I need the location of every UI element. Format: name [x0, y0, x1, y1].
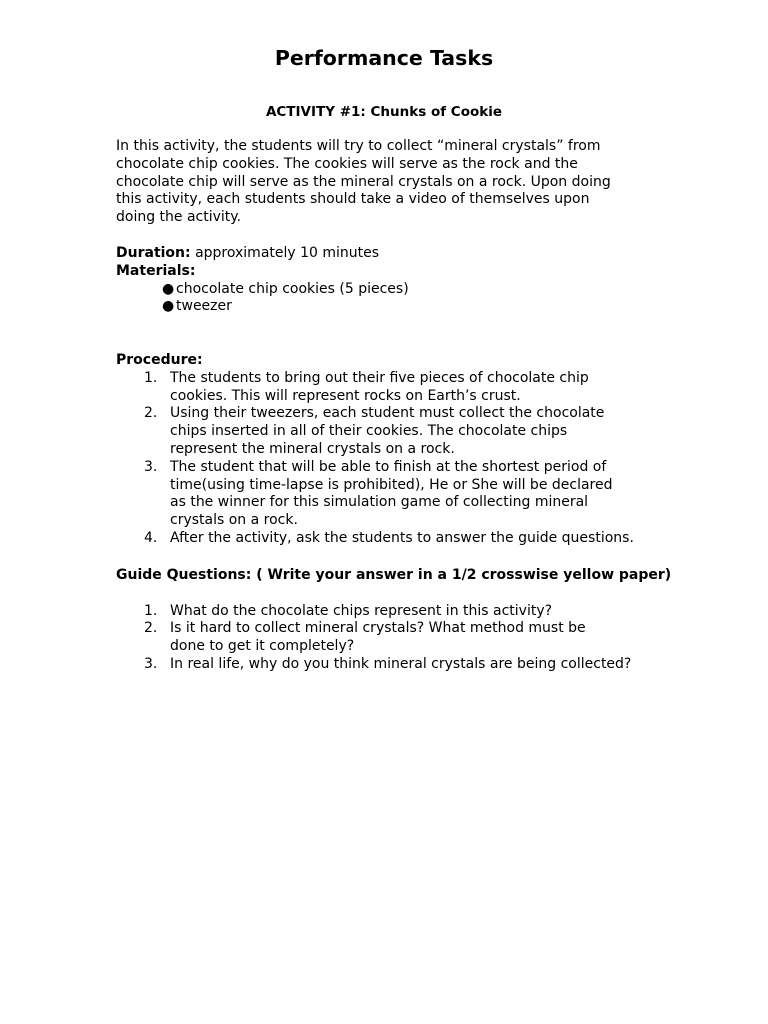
activity-heading: ACTIVITY #1: Chunks of Cookie	[265, 104, 503, 120]
duration-materials-section	[116, 245, 676, 316]
item-line: In real life, why do you think mineral crystals are being collected?	[170, 655, 632, 672]
list-item	[116, 656, 676, 674]
list-item	[116, 620, 676, 656]
procedure-label: Procedure:	[116, 352, 203, 368]
list-item	[116, 603, 676, 621]
intro-line: In this activity, the students will try to collect “mineral crystals” from	[116, 138, 601, 154]
duration-value: approximately 10 minutes	[190, 245, 380, 261]
item-line: represent the mineral crystals on a rock.	[170, 440, 455, 457]
list-item	[116, 459, 676, 530]
spacer	[116, 585, 676, 603]
item-number: 2.	[144, 405, 158, 422]
item-line: The students to bring out their five pieces of chocolate chip	[170, 369, 589, 386]
procedure-list	[116, 370, 676, 548]
item-line: After the activity, ask the students to answer the guide questions.	[170, 529, 634, 546]
duration-line	[116, 245, 676, 263]
item-number: 3.	[144, 458, 158, 475]
item-line: done to get it completely?	[170, 638, 355, 655]
intro-line: this activity, each students should take a video of themselves upon	[116, 191, 590, 208]
item-line: What do the chocolate chips represent in this activity?	[170, 602, 553, 619]
intro-paragraph	[116, 138, 656, 227]
intro-line: doing the activity.	[116, 209, 242, 226]
materials-label: Materials:	[116, 262, 196, 279]
list-item	[116, 298, 676, 316]
item-number: 1.	[144, 602, 158, 619]
material-text: chocolate chip cookies (5 pieces)	[176, 280, 409, 297]
item-line: crystals on a rock.	[170, 512, 298, 529]
materials-list	[116, 281, 676, 317]
guide-questions-list	[116, 603, 676, 674]
intro-line: chocolate chip cookies. The cookies will serve as the rock and the	[116, 155, 578, 172]
intro-line: chocolate chip will serve as the mineral crystals on a rock. Upon doing	[116, 173, 611, 190]
bullet-icon: ●	[162, 298, 175, 315]
item-line: time(using time-lapse is prohibited), He or She will be declared	[170, 476, 613, 493]
item-number: 2.	[144, 620, 158, 637]
guide-questions-label: Guide Questions: ( Write your answer in a 1/2 crosswise yellow paper)	[116, 567, 672, 583]
list-item	[116, 281, 676, 299]
item-line: Is it hard to collect mineral crystals? What method must be	[170, 620, 586, 637]
item-line: The student that will be able to finish at the shortest period of	[170, 458, 607, 475]
item-number: 3.	[144, 655, 158, 672]
procedure-section	[116, 352, 676, 548]
bullet-icon: ●	[162, 280, 175, 297]
material-text: tweezer	[176, 298, 232, 315]
guide-questions-section	[116, 567, 676, 674]
item-line: cookies. This will represent rocks on Earth’s crust.	[170, 387, 521, 404]
page-title: Performance Tasks	[274, 46, 494, 70]
list-item	[116, 370, 676, 406]
duration-label: Duration:	[116, 245, 191, 261]
item-line: as the winner for this simulation game of collecting mineral	[170, 494, 589, 511]
item-line: Using their tweezers, each student must collect the chocolate	[170, 405, 605, 422]
item-number: 1.	[144, 369, 158, 386]
list-item	[116, 405, 676, 458]
item-number: 4.	[144, 529, 158, 546]
list-item	[116, 530, 676, 548]
item-line: chips inserted in all of their cookies. The chocolate chips	[170, 423, 568, 440]
